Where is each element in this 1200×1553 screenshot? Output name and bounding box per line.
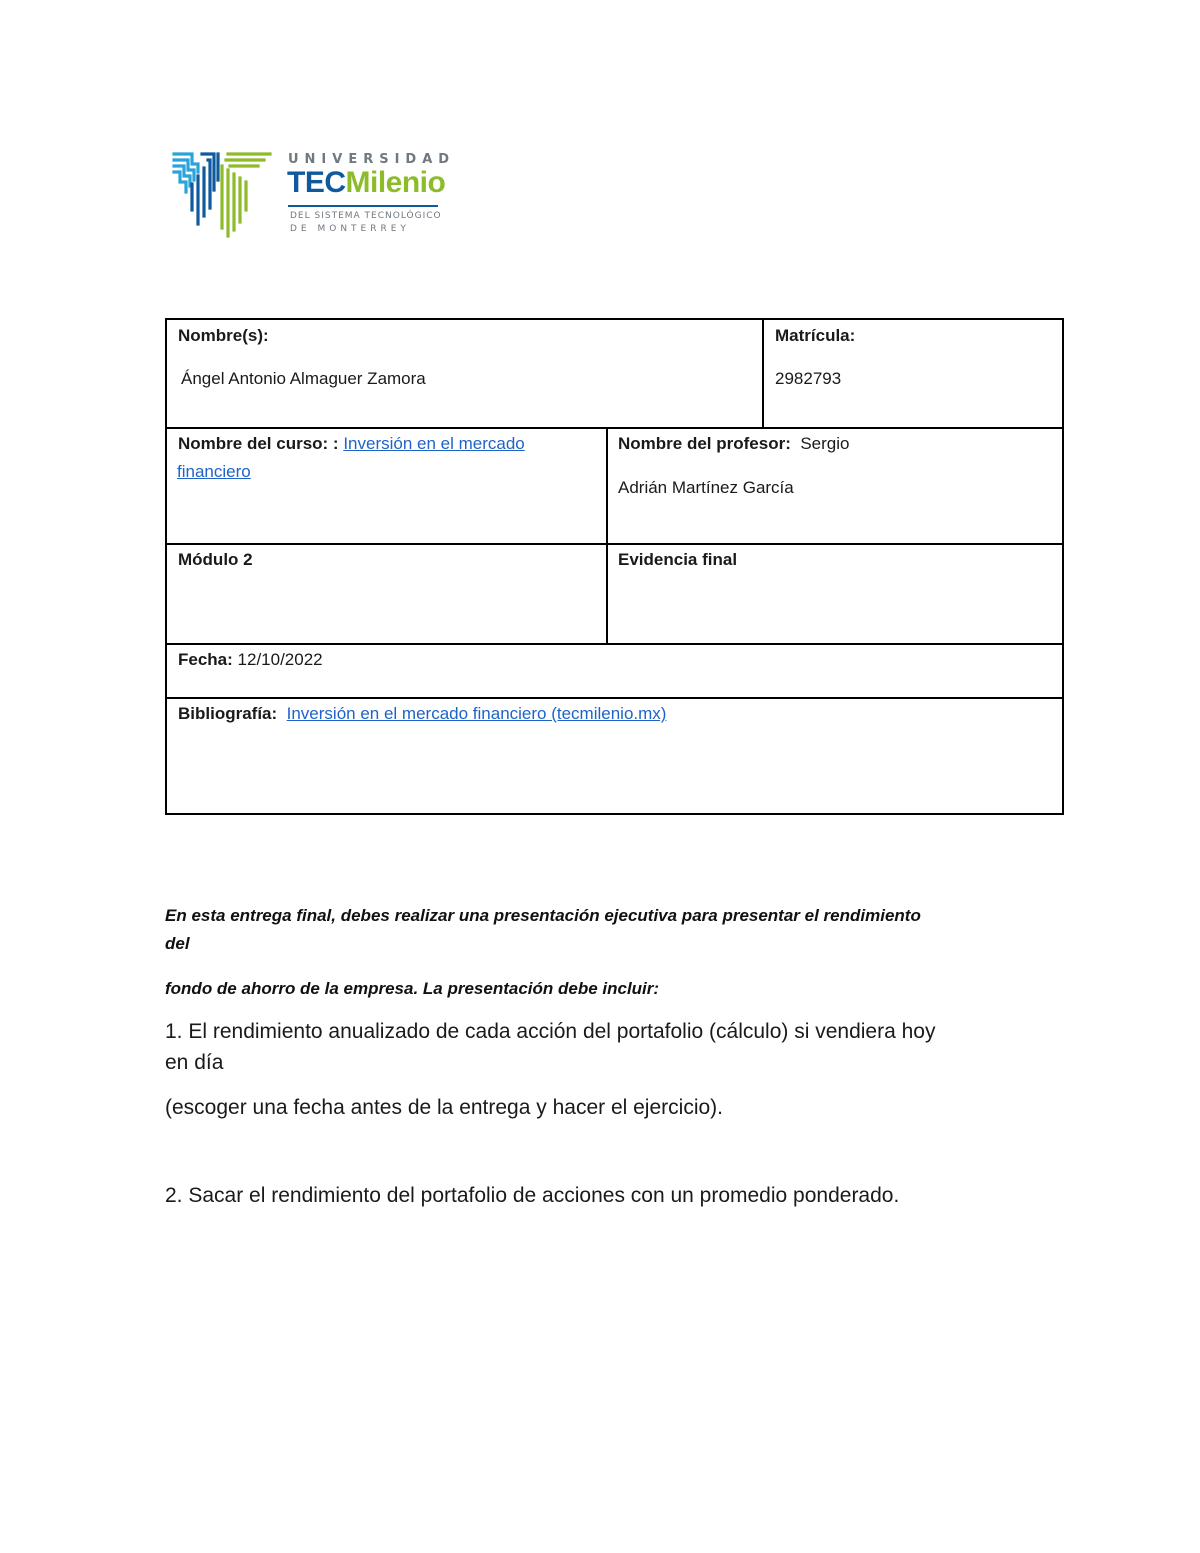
nombre-label: Nombre(s): xyxy=(178,326,269,345)
curso-cell xyxy=(178,433,525,455)
bibliografia-cell xyxy=(178,703,666,725)
university-logo xyxy=(170,150,456,240)
matricula-value: 2982793 xyxy=(775,369,842,388)
item-2: 2. Sacar el rendimiento del portafolio de acciones con un promedio ponderado. xyxy=(165,1184,900,1207)
profesor-label: Nombre del profesor: xyxy=(618,434,791,453)
tecmilenio-emblem-icon xyxy=(170,150,280,240)
matricula-label: Matrícula: xyxy=(775,326,856,345)
bibliografia-label: Bibliografía: xyxy=(178,704,278,723)
logo-subtitle-1: DEL SISTEMA TECNOLÓGICO xyxy=(290,211,442,221)
logo-brand-milenio: Milenio xyxy=(345,166,446,199)
student-info-table xyxy=(165,318,1064,815)
curso-link-continued[interactable]: financiero xyxy=(177,462,251,481)
divider xyxy=(167,427,1062,429)
modulo-label: Módulo 2 xyxy=(178,550,253,569)
curso-cell-line2 xyxy=(177,461,251,483)
profesor-first-name: Sergio xyxy=(800,434,850,453)
divider xyxy=(762,320,764,428)
profesor-rest-name: Adrián Martínez García xyxy=(618,478,794,497)
divider xyxy=(167,543,1062,545)
logo-brand-tec: TEC xyxy=(287,166,346,199)
item-1-line-3: (escoger una fecha antes de la entrega y hacer el ejercicio). xyxy=(165,1096,723,1119)
evidencia-label: Evidencia final xyxy=(618,550,738,569)
curso-link[interactable]: Inversión en el mercado xyxy=(343,434,525,453)
curso-label: Nombre del curso: : xyxy=(178,434,339,453)
profesor-cell xyxy=(618,433,849,455)
fecha-label: Fecha: xyxy=(178,650,233,669)
instructions-line-1: En esta entrega final, debes realizar una presentación ejecutiva para presentar el rendimiento xyxy=(165,906,921,925)
item-1-line-2: en día xyxy=(165,1051,224,1074)
fecha-value: 12/10/2022 xyxy=(237,650,323,669)
nombre-value: Ángel Antonio Almaguer Zamora xyxy=(181,369,426,388)
logo-universidad: UNIVERSIDAD xyxy=(288,152,456,167)
fecha-cell xyxy=(178,649,323,671)
item-1-line-1: 1. El rendimiento anualizado de cada acción del portafolio (cálculo) si vendiera hoy xyxy=(165,1020,936,1043)
divider xyxy=(606,428,608,644)
logo-brand xyxy=(287,166,445,200)
logo-subtitle-2: DE MONTERREY xyxy=(290,224,410,234)
bibliografia-link[interactable]: Inversión en el mercado financiero (tecmilenio.mx) xyxy=(286,704,667,723)
instructions-line-3: fondo de ahorro de la empresa. La presentación debe incluir: xyxy=(165,979,660,998)
divider xyxy=(167,697,1062,699)
instructions-line-2: del xyxy=(165,934,190,953)
logo-rule xyxy=(288,205,438,207)
divider xyxy=(167,643,1062,645)
